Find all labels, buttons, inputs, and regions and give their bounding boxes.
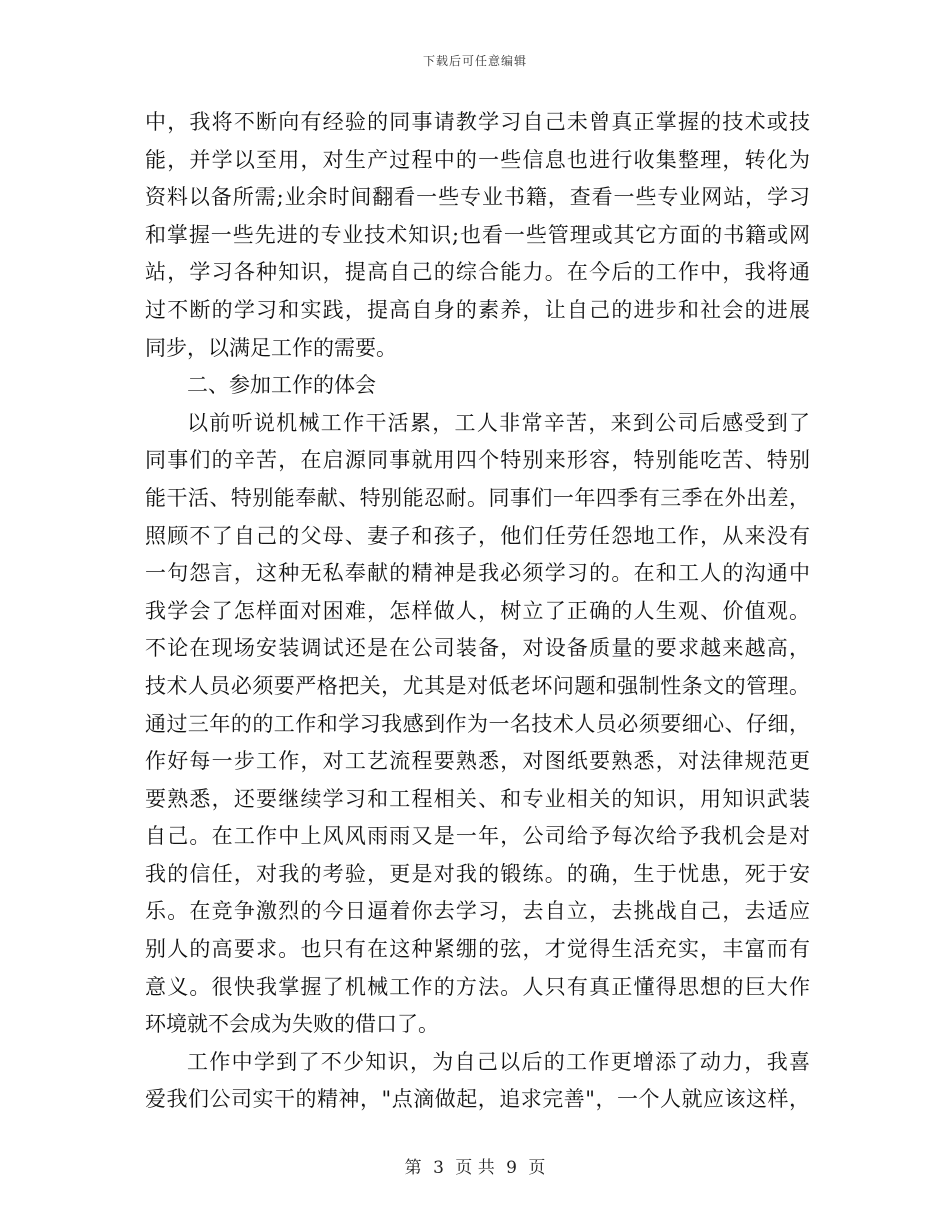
text-line: 和掌握一些先进的专业技术知识;也看一些管理或其它方面的书籍或网 [145, 222, 810, 247]
text-line: 站，学习各种知识，提高自己的综合能力。在今后的工作中，我将通 [145, 260, 810, 285]
page-label-prefix: 第 [404, 1158, 422, 1178]
text-line: 同步，以满足工作的需要。 [145, 335, 397, 360]
section-heading: 二、参加工作的体会 [187, 373, 376, 398]
text-line: 过不断的学习和实践，提高自身的素养，让自己的进步和社会的进展 [145, 297, 810, 322]
text-line: 我的信任，对我的考验，更是对我的锻练。的确，生于忧患，死于安 [145, 861, 810, 886]
text-line: 环境就不会成为失败的借口了。 [145, 1012, 439, 1037]
text-line: 技术人员必须要严格把关，尤其是对低老坏问题和强制性条文的管理。 [145, 673, 810, 698]
text-line: 自己。在工作中上风风雨雨又是一年，公司给予每次给予我机会是对 [145, 824, 810, 849]
page-label-suffix: 页 [528, 1158, 546, 1178]
page-label-middle: 页 共 [455, 1158, 495, 1178]
text-line: 作好每一步工作，对工艺流程要熟悉，对图纸要熟悉，对法律规范更 [145, 749, 810, 774]
text-line: 别人的高要求。也只有在这种紧绷的弦，才觉得生活充实，丰富而有 [145, 937, 810, 962]
text-line: 照顾不了自己的父母、妻子和孩子，他们任劳任怨地工作，从来没有 [145, 523, 810, 548]
text-line: 以前听说机械工作干活累，工人非常辛苦，来到公司后感受到了 [187, 410, 810, 435]
text-line: 资料以备所需;业余时间翻看一些专业书籍，查看一些专业网站，学习 [145, 185, 810, 210]
text-line: 能干活、特别能奉献、特别能忍耐。同事们一年四季有三季在外出差， [145, 485, 810, 510]
text-line: 一句怨言，这种无私奉献的精神是我必须学习的。在和工人的沟通中 [145, 561, 810, 586]
text-line: 通过三年的的工作和学习我感到作为一名技术人员必须要细心、仔细， [145, 711, 810, 736]
text-line: 同事们的辛苦，在启源同事就用四个特别来形容，特别能吃苦、特别 [145, 448, 810, 473]
text-line: 我学会了怎样面对困难，怎样做人，树立了正确的人生观、价值观。 [145, 598, 810, 623]
text-line: 能，并学以至用，对生产过程中的一些信息也进行收集整理，转化为 [145, 147, 810, 172]
text-line: 中，我将不断向有经验的同事请教学习自己未曾真正掌握的技术或技 [145, 110, 810, 134]
text-line: 意义。很快我掌握了机械工作的方法。人只有真正懂得思想的巨大作 [145, 974, 810, 999]
total-page-count: 9 [506, 1158, 517, 1178]
current-page-number: 3 [433, 1158, 444, 1178]
text-line: 要熟悉，还要继续学习和工程相关、和专业相关的知识，用知识武装 [145, 786, 810, 811]
page-footer [0, 1153, 950, 1178]
text-line: 不论在现场安装调试还是在公司装备，对设备质量的要求越来越高， [145, 636, 810, 661]
document-body [145, 104, 810, 1119]
text-line: 乐。在竞争激烈的今日逼着你去学习，去自立，去挑战自己，去适应 [145, 899, 810, 924]
page-header-note: 下载后可任意编辑 [422, 54, 527, 68]
text-line: 爱我们公司实干的精神，"点滴做起，追求完善"，一个人就应该这样， [145, 1087, 810, 1112]
text-line: 工作中学到了不少知识，为自己以后的工作更增添了动力，我喜 [187, 1049, 810, 1074]
